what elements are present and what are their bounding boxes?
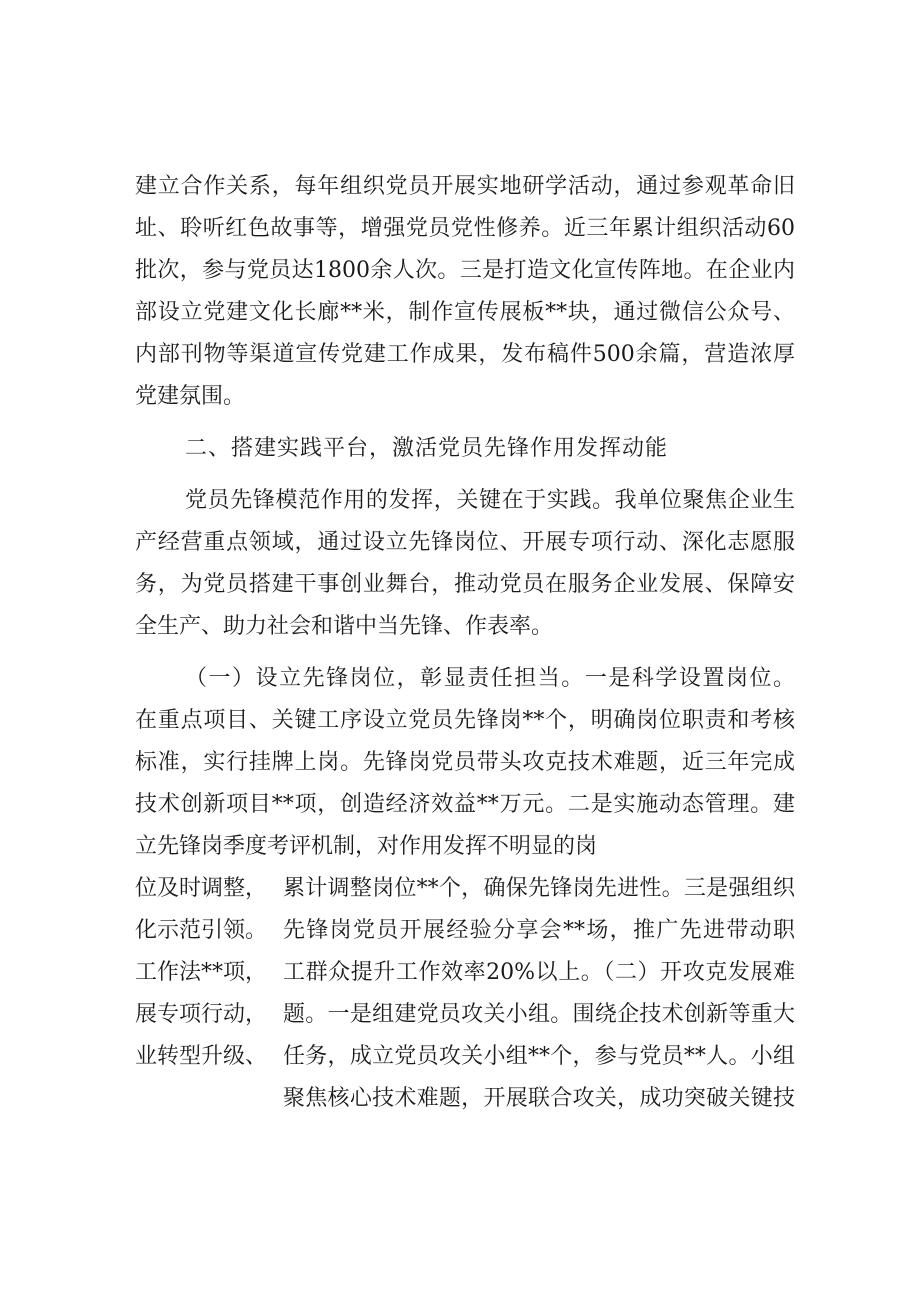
paragraph-line: 内部刊物等渠道宣传党建工作成果，发布稿件500余篇，营造浓厚 xyxy=(135,342,795,367)
paragraph-line: 批次，参与党员达1800余人次。三是打造文化宣传阵地。在企业内 xyxy=(135,258,795,283)
section-heading: 二、搭建实践平台，激活党员先锋作用发挥动能 xyxy=(185,436,669,461)
right-column-line: 累计调整岗位**个，确保先锋岗先进性。三是强组织 xyxy=(283,876,795,901)
paragraph-line: 标准，实行挂牌上岗。先锋岗党员带头攻克技术难题，近三年完成 xyxy=(135,750,795,775)
right-column-line: 任务，成立党员攻关小组**个，参与党员**人。小组 xyxy=(283,1044,795,1069)
paragraph-line: 全生产、助力社会和谐中当先锋、作表率。 xyxy=(135,614,554,639)
left-column-line: 展专项行动， xyxy=(135,1002,268,1027)
right-column-line: 工群众提升工作效率20%以上。（二）开攻克发展难 xyxy=(283,960,795,985)
left-column-line: 业转型升级、 xyxy=(135,1044,268,1069)
paragraph-line: 址、聆听红色故事等，增强党员党性修养。近三年累计组织活动60 xyxy=(135,216,795,241)
right-column-line: 聚焦核心技术难题，开展联合攻关，成功突破关键技 xyxy=(283,1086,795,1111)
paragraph-line: 产经营重点领域，通过设立先锋岗位、开展专项行动、深化志愿服 xyxy=(135,530,795,555)
paragraph-line: 建立合作关系，每年组织党员开展实地研学活动，通过参观革命旧 xyxy=(135,174,795,199)
paragraph-line: 部设立党建文化长廊**米，制作宣传展板**块，通过微信公众号、 xyxy=(135,300,795,325)
paragraph-line: 党建氛围。 xyxy=(135,384,246,409)
left-column-line: 工作法**项， xyxy=(135,960,268,985)
paragraph-line: 在重点项目、关键工序设立党员先锋岗**个，明确岗位职责和考核 xyxy=(135,708,795,733)
paragraph-line: 务，为党员搭建干事创业舞台，推动党员在服务企业发展、保障安 xyxy=(135,572,795,597)
left-column-line: 位及时调整， xyxy=(135,876,268,901)
paragraph-line: 党员先锋模范作用的发挥，关键在于实践。我单位聚焦企业生 xyxy=(185,488,795,513)
right-column-line: 先锋岗党员开展经验分享会**场，推广先进带动职 xyxy=(283,918,795,943)
paragraph-line: 技术创新项目**项，创造经济效益**万元。二是实施动态管理。建 xyxy=(135,792,795,817)
left-column-line: 化示范引领。 xyxy=(135,918,268,943)
paragraph-line: 立先锋岗季度考评机制，对作用发挥不明显的岗 xyxy=(135,834,598,859)
right-column-line: 题。一是组建党员攻关小组。围绕企技术创新等重大 xyxy=(283,1002,795,1027)
paragraph-line: （一）设立先锋岗位，彰显责任担当。一是科学设置岗位。 xyxy=(185,666,795,691)
